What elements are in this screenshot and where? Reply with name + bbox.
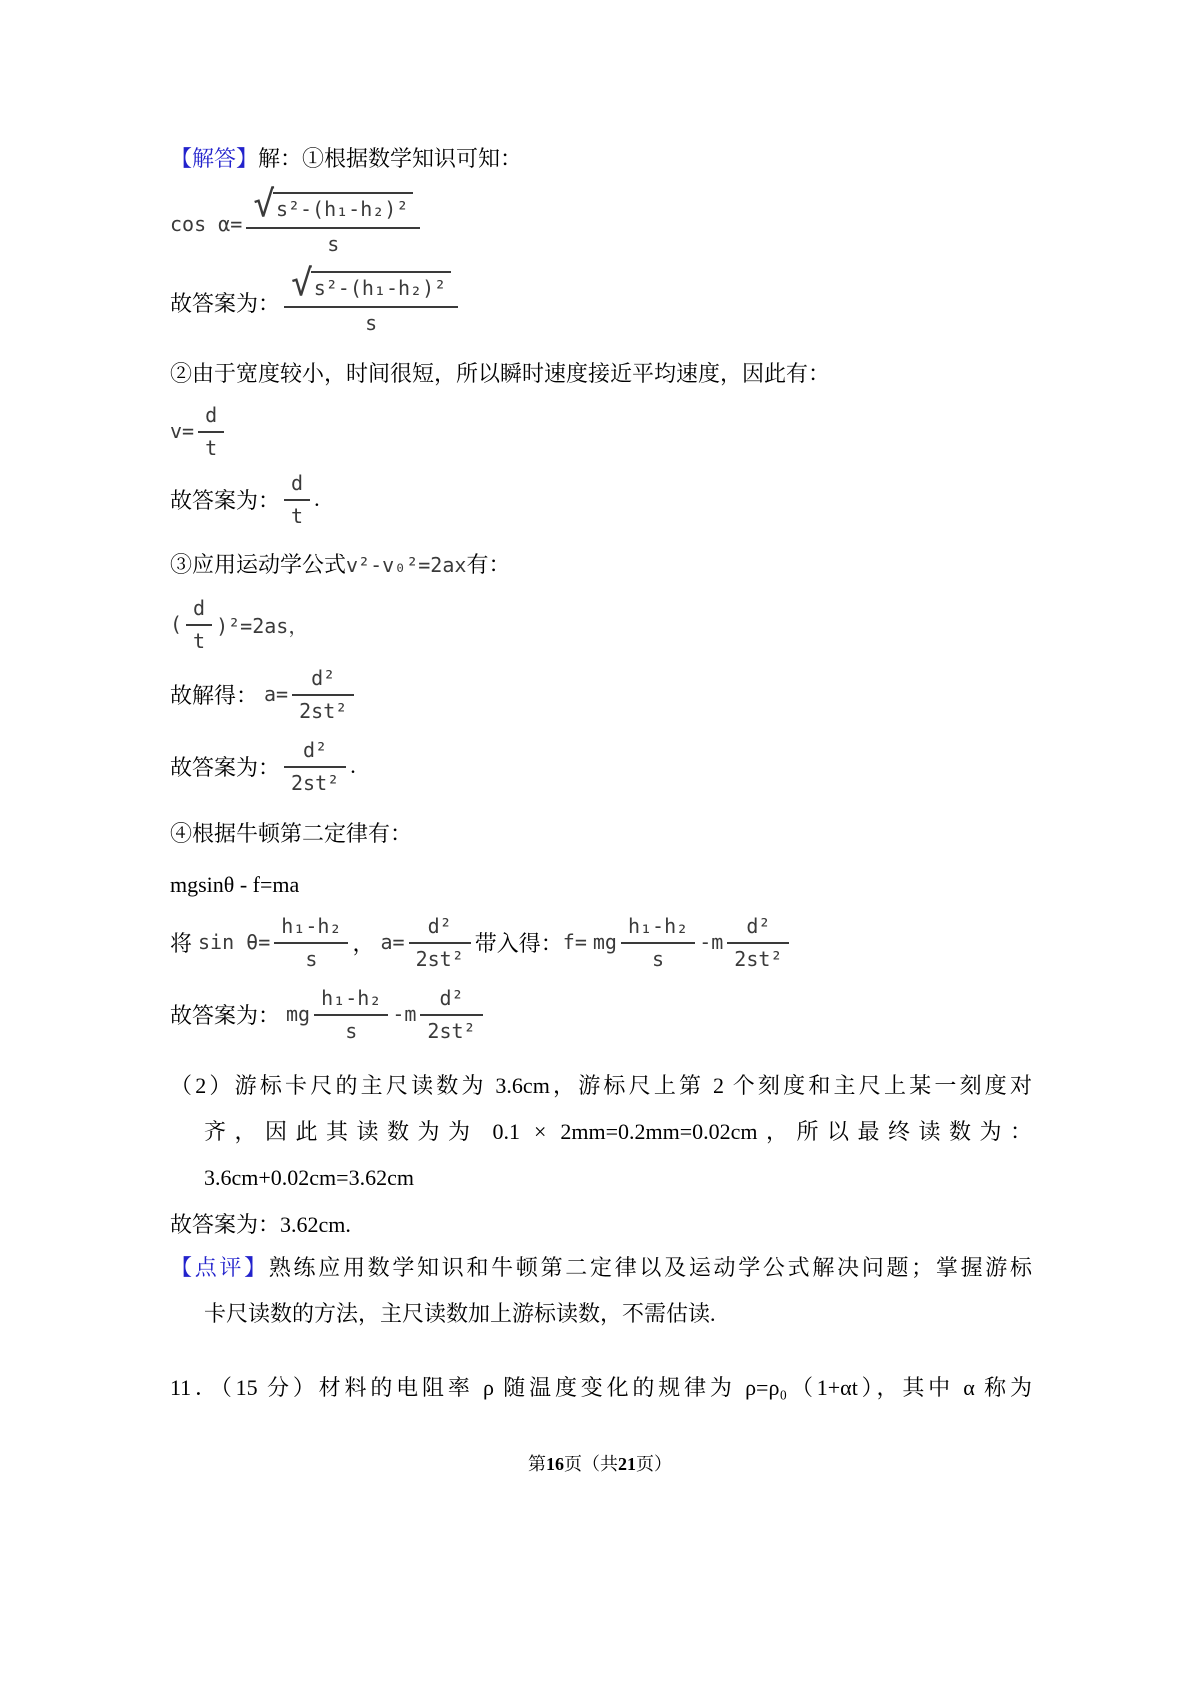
page-footer	[0, 1450, 1200, 1476]
mg-term: mg	[592, 930, 617, 954]
a-fraction	[292, 665, 354, 723]
radicand-2: s²-(h₁-h₂)²	[311, 271, 451, 300]
radicand: s²-(h₁-h₂)²	[273, 192, 413, 221]
f-lhs: f=	[562, 930, 587, 954]
mg-numerator: h₁-h₂	[621, 913, 695, 944]
comment-section-label: 【点评】	[170, 1254, 269, 1280]
m-term: m	[711, 930, 724, 954]
mg2-numerator: h₁-h₂	[314, 985, 388, 1016]
m-term-2: m	[404, 1002, 417, 1026]
answer2-fraction	[284, 470, 310, 528]
v-fraction	[198, 402, 224, 460]
paren-denominator: t	[193, 629, 206, 653]
step2-text: ②由于宽度较小，时间很短，所以瞬时速度接近平均速度，因此有：	[170, 361, 831, 386]
m-denominator: 2st²	[734, 947, 783, 971]
footer-prefix: 第	[528, 1454, 546, 1474]
m2-numerator: d²	[420, 985, 482, 1016]
a-fraction-2	[409, 913, 471, 971]
sin-numerator: h₁-h₂	[274, 913, 348, 944]
m-fraction-2	[420, 985, 482, 1043]
minus-sign: -	[699, 930, 712, 954]
answer3-period: .	[350, 753, 356, 778]
step3-prefix: ③应用运动学公式	[170, 552, 347, 577]
dairu-label: 带入得：	[474, 930, 563, 956]
comment-line-2: 卡尺读数的方法，主尺读数加上游标读数，不需估读.	[204, 1300, 716, 1326]
answer2-numerator: d	[284, 470, 310, 501]
newton-equation: mgsinθ - f=ma	[170, 872, 300, 897]
mg-fraction	[621, 913, 695, 971]
substitution-line	[170, 913, 1032, 971]
comment-text-1: 熟练应用数学知识和牛顿第二定律以及运动学公式解决问题；掌握游标	[268, 1254, 1032, 1280]
formula-paren-squared	[170, 595, 1032, 653]
sin-denominator: s	[305, 947, 318, 971]
a-numerator: d²	[292, 665, 354, 696]
newton-equation-line	[170, 868, 1032, 901]
part2-line-2: 齐，因此其读数为为 0.1 × 2mm=0.2mm=0.02cm，所以最终读数为：	[204, 1119, 1032, 1145]
part2-answer: 故答案为：3.62cm.	[170, 1211, 351, 1237]
a2-denominator: 2st²	[415, 947, 464, 971]
open-paren: (	[170, 612, 183, 636]
comment-line-1	[170, 1245, 1032, 1291]
question11-line: 11．（15 分）材料的电阻率 ρ 随温度变化的规律为 ρ=ρ₀（1+αt），其中 α 称为	[170, 1374, 1032, 1400]
a2-numerator: d²	[409, 913, 471, 944]
radical-sign: √	[253, 184, 275, 225]
kinematics-equation: v²-v₀²=2ax	[346, 553, 467, 577]
sin-fraction	[274, 913, 348, 971]
sqrt-expression	[253, 184, 413, 225]
paren-numerator: d	[186, 595, 212, 626]
step3-text-line	[170, 548, 1032, 581]
v-lhs: v=	[170, 419, 195, 443]
footer-page-number: 16	[546, 1454, 564, 1474]
step4-text: ④根据牛顿第二定律有：	[170, 821, 413, 846]
sqrt-expression-2	[291, 263, 451, 304]
step3-suffix: 有：	[466, 552, 511, 577]
answer-line-2	[170, 470, 1032, 528]
step2-text-line	[170, 357, 1032, 390]
cos-numerator	[246, 184, 420, 229]
mg-denominator: s	[652, 947, 665, 971]
answer3-fraction	[284, 737, 346, 795]
m-numerator: d²	[727, 913, 789, 944]
v-numerator: d	[198, 402, 224, 433]
answer1-fraction	[284, 263, 458, 335]
sin-lhs: sin θ=	[198, 930, 271, 954]
answer3-numerator: d²	[284, 737, 346, 768]
answer3-denominator: 2st²	[291, 771, 340, 795]
answer1-numerator	[284, 263, 458, 308]
paren-fraction	[186, 595, 212, 653]
m-fraction	[727, 913, 789, 971]
answer-prefix-3: 故答案为：	[170, 754, 281, 780]
answer-line-1	[170, 263, 1032, 335]
formula-cos-alpha	[170, 184, 1032, 256]
a-lhs-2: a=	[380, 930, 405, 954]
sub-comma: ，	[352, 930, 375, 956]
step4-text-line	[170, 817, 1032, 850]
solve-line	[170, 665, 1032, 723]
radical-sign-2: √	[291, 263, 313, 304]
comment-paragraph	[170, 1245, 1032, 1337]
close-paren-squared: )²=2as，	[216, 613, 309, 638]
answer-line-4	[170, 985, 1032, 1043]
m2-denominator: 2st²	[427, 1019, 476, 1043]
a-denominator: 2st²	[299, 699, 348, 723]
footer-mid: 页（共	[564, 1454, 618, 1474]
mg-fraction-2	[314, 985, 388, 1043]
answer2-denominator: t	[291, 504, 304, 528]
cos-lhs: cos α=	[170, 211, 243, 236]
answer-prefix: 故答案为：	[170, 291, 281, 316]
mg2-denominator: s	[345, 1019, 358, 1043]
answer-prefix-4: 故答案为：	[170, 1002, 281, 1028]
solve-prefix: 故解得：	[170, 682, 259, 708]
a-lhs: a=	[264, 682, 289, 706]
answer2-period: .	[314, 486, 320, 511]
part2-line-1: （2）游标卡尺的主尺读数为 3.6cm，游标尺上第 2 个刻度和主尺上某一刻度对	[170, 1073, 1032, 1098]
answer-prefix-2: 故答案为：	[170, 487, 281, 513]
minus-sign-2: -	[392, 1002, 405, 1026]
footer-suffix: 页）	[636, 1454, 672, 1474]
part2-line-3: 3.6cm+0.02cm=3.62cm	[204, 1165, 414, 1191]
part2-answer-line	[170, 1208, 1032, 1241]
footer-total-pages: 21	[618, 1454, 636, 1474]
answer1-denominator: s	[365, 311, 378, 335]
mg-term-2: mg	[286, 1002, 311, 1026]
solution-intro-line	[170, 142, 1032, 175]
answer-section-label: 【解答】	[170, 146, 259, 171]
cos-fraction	[246, 184, 420, 256]
part2-paragraph	[170, 1063, 1032, 1202]
answer-line-3	[170, 737, 1032, 795]
cos-denominator: s	[327, 232, 340, 256]
formula-v-dt	[170, 402, 1032, 460]
jiang-label: 将	[170, 930, 193, 956]
solution-content	[170, 142, 1032, 1404]
solution-intro-text: 解：①根据数学知识可知：	[258, 146, 523, 171]
v-denominator: t	[205, 436, 218, 460]
